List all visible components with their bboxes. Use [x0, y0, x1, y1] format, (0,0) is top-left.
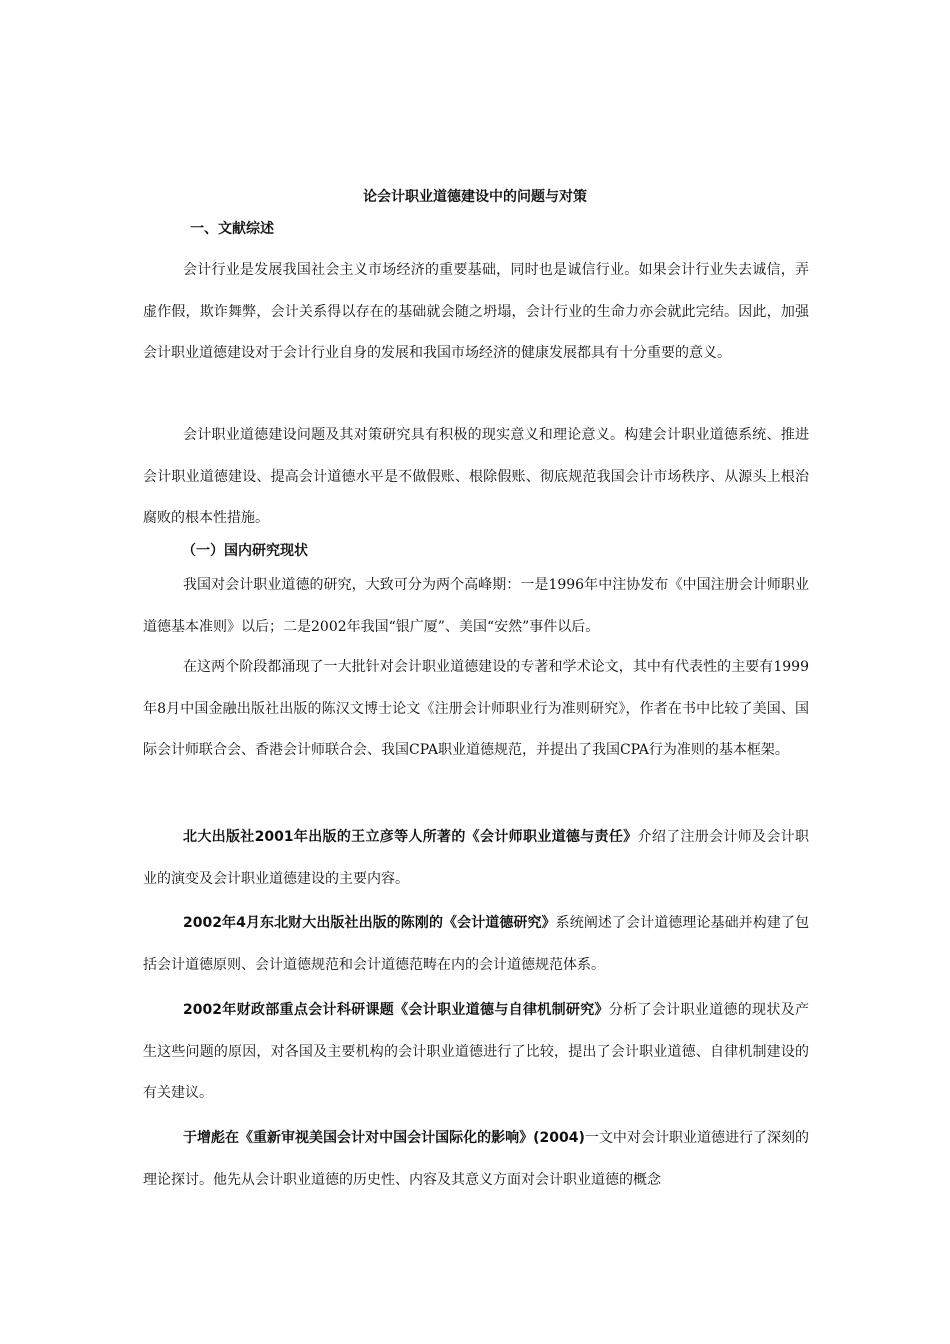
paragraph-3: 我国对会计职业道德的研究，大致可分为两个高峰期：一是1996年中注协发布《中国注册会计师职业道德基本准则》以后；二是2002年我国“银广厦”、美国“安然”事件以后。	[143, 577, 809, 635]
paragraph-5-text: 介绍了注册会计师及会计职业的演变及会计职业道德建设的主要内容。	[143, 829, 809, 887]
paragraph-7-text: 分析了会计职业道德的现状及产生这些问题的原因，对各国及主要机构的会计职业道德进行了比较，提出了会计职业道德、自律机制建设的有关建议。	[143, 1002, 810, 1101]
paragraph-5-bold: 北大出版社2001年出版的王立彦等人所著的《会计师职业道德与责任》	[183, 829, 638, 845]
subsection-heading-domestic-research: （一）国内研究现状	[182, 543, 308, 559]
paragraph-1: 会计行业是发展我国社会主义市场经济的重要基础，同时也是诚信行业。如果会计行业失去诚信，弄虚作假，欺诈舞弊，会计关系得以存在的基础就会随之坍塌，会计行业的生命力亦会就此完结。因此，加强会计职业道德建设对于会计行业自身的发展和我国市场经济的健康发展都具有十分重要的意义。	[143, 262, 809, 361]
paragraph-6-text: 系统阐述了会计道德理论基础并构建了包括会计道德原则、会计道德规范和会计道德范畴在内的会计道德规范体系。	[143, 915, 809, 973]
paragraph-2: 会计职业道德建设问题及其对策研究具有积极的现实意义和理论意义。构建会计职业道德系统、推进会计职业道德建设、提高会计道德水平是不做假账、根除假账、彻底规范我国会计市场秩序、从源头上根治腐败的根本性措施。	[143, 427, 809, 526]
paragraph-8	[143, 1118, 809, 1201]
paragraph-6	[143, 903, 809, 986]
paragraph-5	[143, 817, 809, 900]
paragraph-4: 在这两个阶段都涌现了一大批针对会计职业道德建设的专著和学术论文，其中有代表性的主要有1999年8月中国金融出版社出版的陈汉文博士论文《注册会计师职业行为准则研究》，作者在书中比较了美国、国际会计师联合会、香港会计师联合会、我国CPA职业道德规范，并提出了我国CPA行为准则的基本框架。	[143, 659, 809, 758]
paragraph-8-text: 一文中对会计职业道德进行了深刻的理论探讨。他先从会计职业道德的历史性、内容及其意义方面对会计职业道德的概念	[143, 1130, 809, 1188]
paragraph-7-bold: 2002年财政部重点会计科研课题《会计职业道德与自律机制研究》	[183, 1002, 609, 1018]
section-heading-literature-review: 一、文献综述	[190, 221, 274, 237]
paragraph-7	[143, 990, 809, 1115]
paragraph-6-bold: 2002年4月东北财大出版社出版的陈刚的《会计道德研究》	[183, 915, 556, 931]
paragraph-8-bold: 于增彪在《重新审视美国会计对中国会计国际化的影响》(2004)	[183, 1130, 585, 1146]
document-title: 论会计职业道德建设中的问题与对策	[363, 189, 587, 205]
